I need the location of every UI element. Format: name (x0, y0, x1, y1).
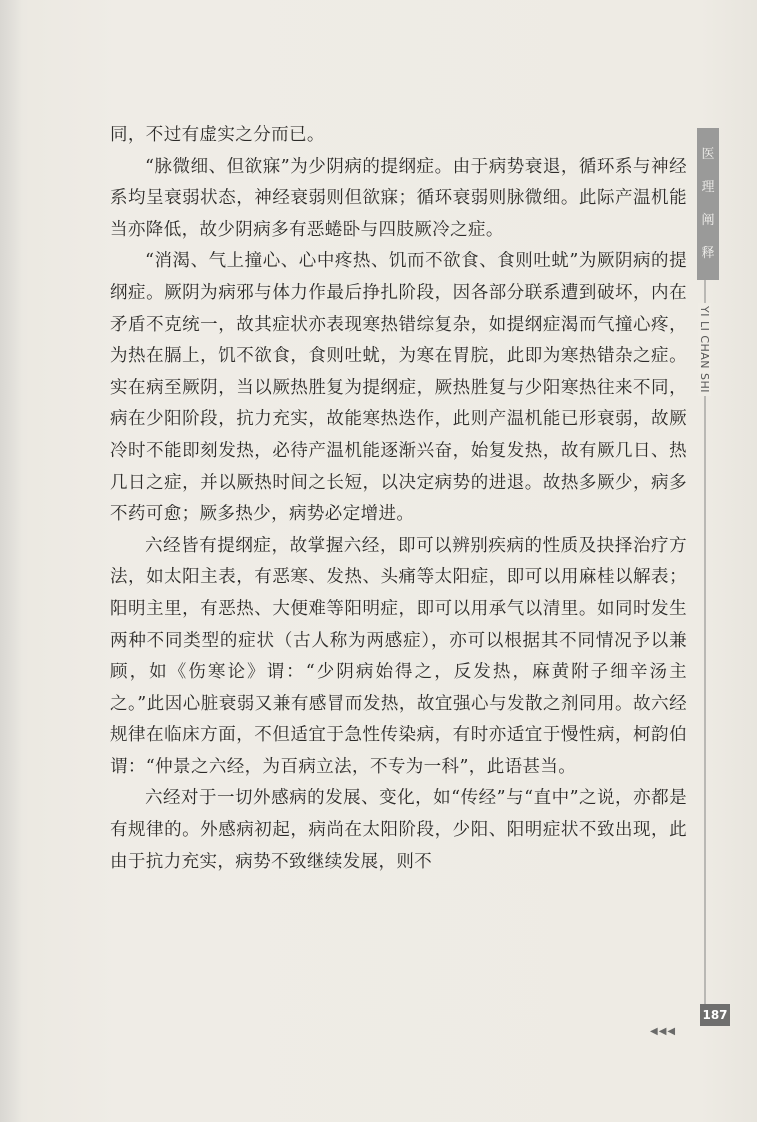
section-tab-char-4: 释 (701, 246, 715, 261)
nav-arrows-icon: ◀◀◀ (650, 1026, 677, 1037)
page-number: 187 (700, 1004, 730, 1026)
paragraph-4: 六经皆有提纲症，故掌握六经，即可以辨别疾病的性质及抉择治疗方法，如太阳主表，有恶寒、发热、头痛等太阳症，即可以用麻桂以解表；阳明主里，有恶热、大便难等阳明症，即可以用承气以清里。如同时发生两种不同类型的症状（古人称为两感症），亦可以根据其不同情况予以兼顾，如《伤寒论》谓：“少阴病始得之，反发热，麻黄附子细辛汤主之。”此因心脏衰弱又兼有感冒而发热，故宜强心与发散之剂同用。故六经规律在临床方面，不但适宜于急性传染病，有时亦适宜于慢性病，柯韵伯谓：“仲景之六经，为百病立法，不专为一科”，此语甚当。 (110, 535, 687, 777)
section-tab-char-2: 理 (701, 180, 715, 195)
paragraph-3: “消渴、气上撞心、心中疼热、饥而不欲食、食则吐蚘”为厥阴病的提纲症。厥阴为病邪与体力作最后挣扎阶段，因各部分联系遭到破坏，内在矛盾不克统一，故其症状亦表现寒热错综复杂，如提纲症渴而气撞心疼，为热在膈上，饥不欲食，食则吐蚘，为寒在胃脘，此即为寒热错杂之症。实在病至厥阴，当以厥热胜复为提纲症，厥热胜复与少阳寒热往来不同，病在少阳阶段，抗力充实，故能寒热迭作，此则产温机能已形衰弱，故厥冷时不能即刻发热，必待产温机能逐渐兴奋，始复发热，故有厥几日、热几日之症，并以厥热时间之长短，以决定病势的进退。故热多厥少，病多不药可愈；厥多热少，病势必定增进。 (110, 251, 687, 525)
paragraph-2: “脉微细、但欲寐”为少阴病的提纲症。由于病势衰退，循环系与神经系均呈衰弱状态，神经衰弱则但欲寐；循环衰弱则脉微细。此际产温机能当亦降低，故少阴病多有恶蜷卧与四肢厥冷之症。 (110, 156, 687, 240)
spine-shadow (0, 0, 22, 1122)
body-text (110, 120, 687, 878)
section-tab-char-1: 医 (701, 147, 715, 162)
paragraph-5: 六经对于一切外感病的发展、变化，如“传经”与“直中”之说，亦都是有规律的。外感病初起，病尚在太阳阶段，少阳、阳明症状不致出现，此由于抗力充实，病势不致继续发展，则不 (110, 788, 687, 872)
paragraph-1: 同，不过有虚实之分而已。 (110, 125, 325, 145)
section-tab (697, 128, 719, 280)
section-latin-title: YI LI CHAN SHI (698, 303, 711, 396)
section-tab-char-3: 阐 (701, 213, 715, 228)
